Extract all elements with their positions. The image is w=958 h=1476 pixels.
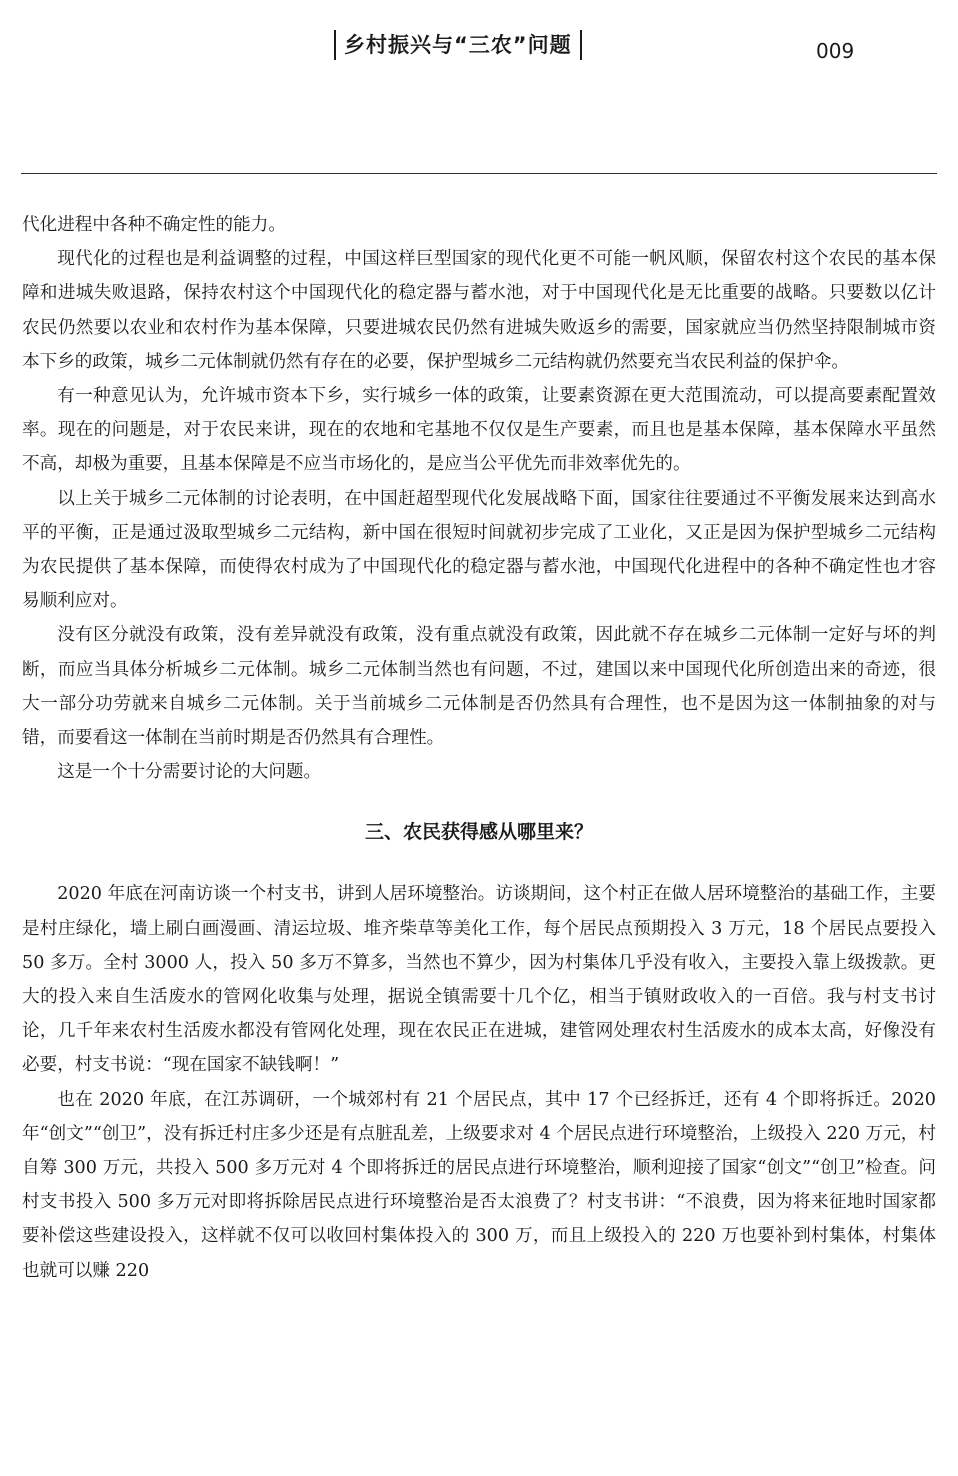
paragraph-continuation: 代化进程中各种不确定性的能力。 (22, 215, 286, 235)
paragraph: 这是一个十分需要讨论的大问题。 (57, 762, 322, 783)
body-text (22, 208, 936, 1288)
running-header (0, 30, 958, 64)
header-divider (21, 173, 937, 174)
section-heading: 三、农民获得感从哪里来？ (364, 821, 593, 844)
paragraph: 没有区分就没有政策，没有差异就没有政策，没有重点就没有政策，因此就不存在城乡二元体制一定好与坏的判断，而应当具体分析城乡二元体制。城乡二元体制当然也有问题，不过，建国以来中国现代化所创造出来的奇迹，很大一部分功劳就来自城乡二元体制。关于当前城乡二元体制是否仍然具有合理性，也不是因为这一体制抽象的对与错，而要看这一体制在当前时期是否仍然具有合理性。 (22, 625, 936, 749)
running-header-title: 乡村振兴与“三农”问题 (334, 30, 582, 60)
paragraph: 2020 年底在河南访谈一个村支书，讲到人居环境整治。访谈期间，这个村正在做人居环境整治的基础工作，主要是村庄绿化，墙上刷白画漫画、清运垃圾、堆齐柴草等美化工作，每个居民点预期投入 3 万元，18 个居民点要投入 50 多万。全村 3000 人，投入 50 多万不算多，当然也不算少，因为村集体几乎没有收入，主要投入靠上级拨款。更大的投入来自生活废水的管网化收集与处理，据说全镇需要十几个亿，相当于镇财政收入的一百倍。我与村支书讨论，几千年来农村生活废水都没有管网化处理，现在农民正在进城，建管网处理农村生活废水的成本太高，好像没有必要，村支书说：“现在国家不缺钱啊！” (22, 884, 936, 1076)
page-number: 009 (816, 39, 855, 63)
paragraph: 以上关于城乡二元体制的讨论表明，在中国赶超型现代化发展战略下面，国家往往要通过不平衡发展来达到高水平的平衡，正是通过汲取型城乡二元结构，新中国在很短时间就初步完成了工业化，又正是因为保护型城乡二元结构为农民提供了基本保障，而使得农村成为了中国现代化的稳定器与蓄水池，中国现代化进程中的各种不确定性也才容易顺利应对。 (22, 488, 936, 612)
paragraph: 有一种意见认为，允许城市资本下乡，实行城乡一体的政策，让要素资源在更大范围流动，可以提高要素配置效率。现在的问题是，对于农民来讲，现在的农地和宅基地不仅仅是生产要素，而且也是基本保障，基本保障水平虽然不高，却极为重要，且基本保障是不应当市场化的，是应当公平优先而非效率优先的。 (22, 386, 936, 475)
paragraph: 现代化的过程也是利益调整的过程，中国这样巨型国家的现代化更不可能一帆风顺，保留农村这个农民的基本保障和进城失败退路，保持农村这个中国现代化的稳定器与蓄水池，对于中国现代化是无比重要的战略。只要数以亿计农民仍然要以农业和农村作为基本保障，只要进城农民仍然有进城失败返乡的需要，国家就应当仍然坚持限制城市资本下乡的政策，城乡二元体制就仍然有存在的必要，保护型城乡二元结构就仍然要充当农民利益的保护伞。 (22, 249, 936, 372)
paragraph: 也在 2020 年底，在江苏调研，一个城郊村有 21 个居民点，其中 17 个已经拆迁，还有 4 个即将拆迁。2020 年“创文”“创卫”，没有拆迁村庄多少还是有点脏乱差，上级要求对 4 个居民点进行环境整治，上级投入 220 万元，村自筹 300 万元，共投入 500 多万元对 4 个即将拆迁的居民点进行环境整治，顺利迎接了国家“创文”“创卫”检查。问村支书投入 500 多万元对即将拆除居民点进行环境整治是否太浪费了？村支书讲：“不浪费，因为将来征地时国家都要补偿这些建设投入，这样就不仅可以收回村集体投入的 300 万，而且上级投入的 220 万也要补到村集体，村集体也就可以赚 220 (22, 1089, 936, 1281)
